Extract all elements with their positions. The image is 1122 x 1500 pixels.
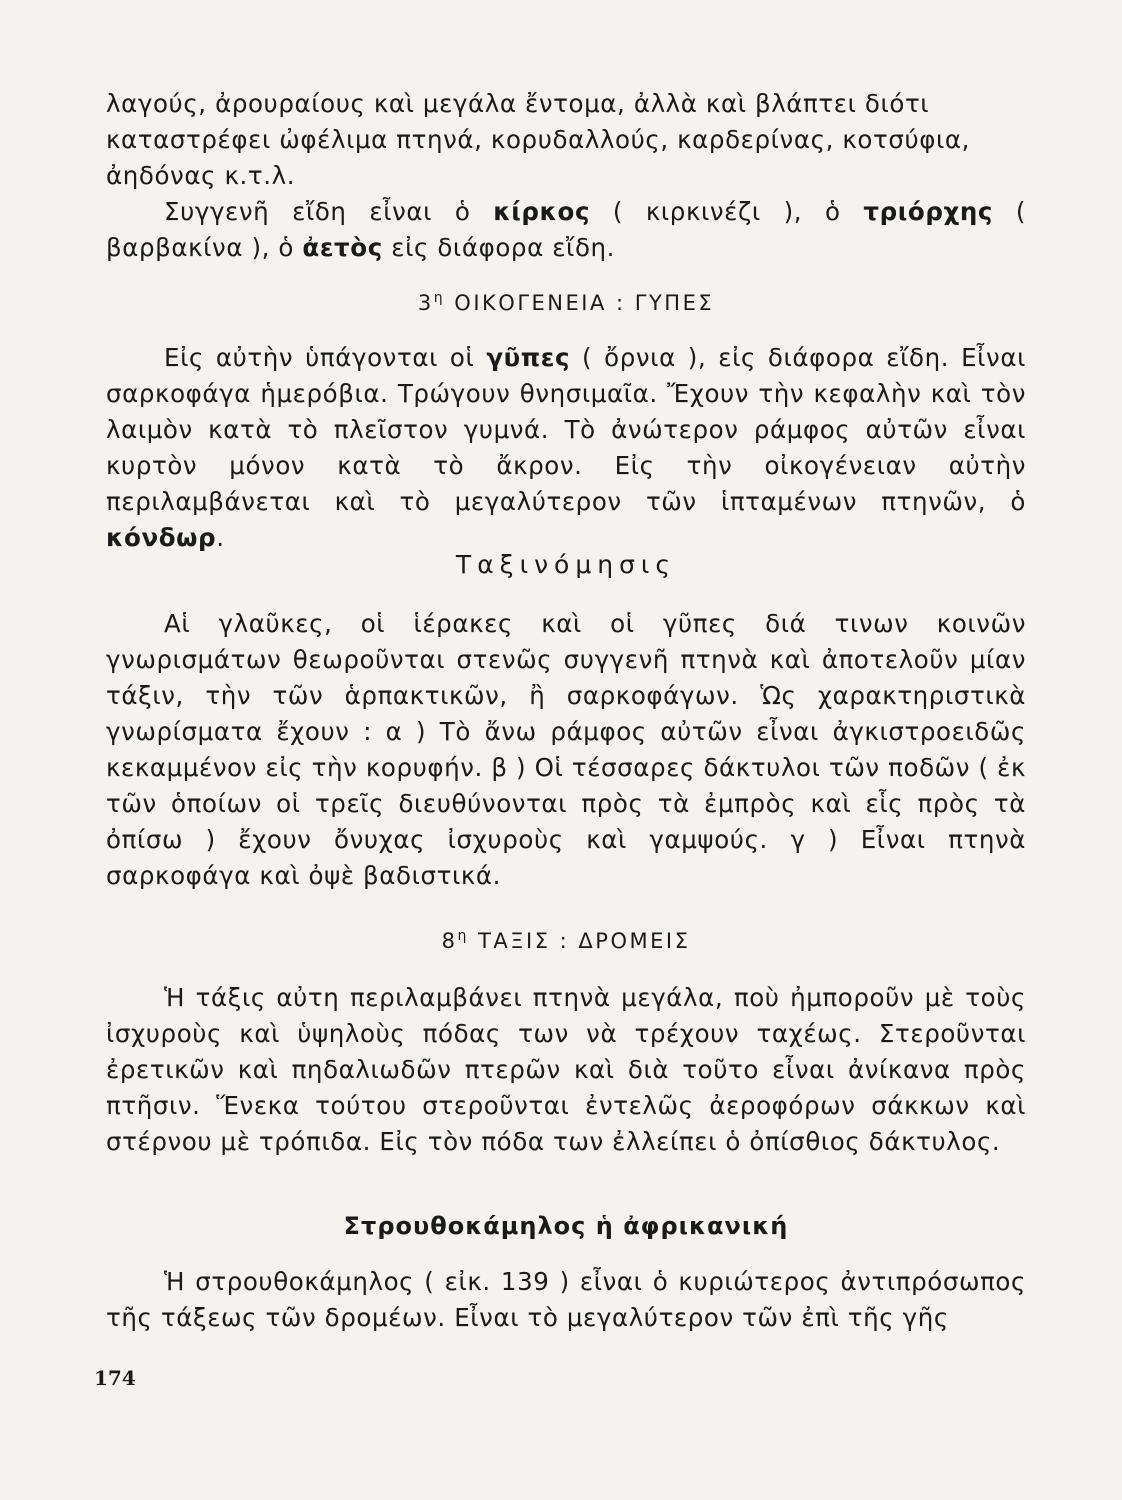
line-3: ἀηδόνας κ.τ.λ. — [106, 161, 296, 190]
paragraph-related-species: Συγγενῆ εἴδη εἶναι ὁ κίρκος ( κιρκινέζι ), ὁ τριόρχης ( βαρβακίνα ), ὁ ἀετὸς εἰς διάφορα εἴδη. — [106, 197, 1027, 262]
term-aetos: ἀετὸς — [302, 233, 383, 262]
term-triorchis: τριόρχης — [863, 197, 994, 226]
family-heading: $3^\eta$ ΟΙΚΟΓΕΝΕΙΑ : ΓΥΠΕΣ — [417, 290, 715, 315]
page-number: 174 — [94, 1366, 136, 1390]
paragraph-runners: Ἡ τάξις αὐτη περιλαμβάνει πτηνὰ μεγάλα, ποὺ ἠμποροῦν μὲ τοὺς ἰσχυροὺς καὶ ὑψηλοὺς πόδας των νὰ τρέχουν ταχέως. Στεροῦνται ἐρετικῶν καὶ πηδαλιωδῶν πτερῶν καὶ διὰ τοῦτο εἶναι ἀνίκανα πρὸς πτῆσιν. Ἕνεκα τούτου στεροῦνται ἐντελῶς ἀεροφόρων σάκκων καὶ στέρνου μὲ τρόπιδα. Εἰς τὸν πόδα των ἐλλείπει ὁ ὀπίσθιος δάκτυλος. — [106, 983, 1026, 1156]
line-1: λαγούς, ἀρουραίους καὶ μεγάλα ἔντομα, ἀλλὰ καὶ βλάπτει διότι — [106, 89, 930, 118]
order-heading: $8^\eta$ ΤΑΞΙΣ : ΔΡΟΜΕΙΣ — [441, 928, 691, 953]
term-kondor: κόνδωρ — [106, 523, 217, 552]
line-2: καταστρέφει ὠφέλιμα πτηνά, κορυδαλλούς, καρδερίνας, κοτσύφια, — [106, 125, 971, 154]
section-title: Ταξινόμησις — [455, 550, 677, 579]
term-gypes: γῦπες — [486, 343, 571, 372]
paragraph-vultures: Εἰς αὐτὴν ὑπάγονται οἱ γῦπες ( ὄρνια ), εἰς διάφορα εἴδη. Εἶναι σαρκοφάγα ἡμερόβια. Τρώγουν θνησιμαῖα. Ἔχουν τὴν κεφαλὴν καὶ τὸν λαιμὸν κατὰ τὸ πλεῖστον γυμνά. Τὸ ἀνώτερον ράμφος αὐτῶν εἶναι κυρτὸν μόνον κατὰ τὸ ἄκρον. Εἰς τὴν οἰκογένειαν αὐτὴν περιλαμβάνεται καὶ τὸ μεγαλύτερον τῶν ἱπταμένων πτηνῶν, ὁ κόνδωρ. — [106, 343, 1026, 552]
paragraph-ostrich: Ἡ στρουθοκάμηλος ( εἰκ. 139 ) εἶναι ὁ κυριώτερος ἀντιπρόσωπος τῆς τάξεως τῶν δρομέων. Εἶναι τὸ μεγαλύτερον τῶν ἐπὶ τῆς γῆς — [106, 1267, 1026, 1332]
term-kirkos: κίρκος — [493, 197, 591, 226]
paragraph-intro — [106, 86, 1026, 194]
paragraph-classification: Αἱ γλαῦκες, οἱ ἱέρακες καὶ οἱ γῦπες διά τινων κοινῶν γνωρισμάτων θεωροῦνται στενῶς συγγενῆ πτηνὰ καὶ ἀποτελοῦν μίαν τάξιν, τὴν τῶν ἁρπακτικῶν, ἢ σαρκοφάγων. Ὡς χαρακτηριστικὰ γνωρίσματα ἔχουν : α ) Τὸ ἄνω ράμφος αὐτῶν εἶναι ἀγκιστροειδῶς κεκαμμένον εἰς τὴν κορυφήν. β ) Οἱ τέσσαρες δάκτυλοι τῶν ποδῶν ( ἐκ τῶν ὁποίων οἱ τρεῖς διευθύνονται πρὸς τὰ ἐμπρὸς καὶ εἷς πρὸς τὰ ὀπίσω ) ἔχουν ὄνυχας ἰσχυροὺς καὶ γαμψούς. γ ) Εἶναι πτηνὰ σαρκοφάγα καὶ ὀψὲ βαδιστικά. — [106, 609, 1026, 890]
subsection-title: Στρουθοκάμηλος ἡ ἀφρικανική — [343, 1212, 789, 1240]
